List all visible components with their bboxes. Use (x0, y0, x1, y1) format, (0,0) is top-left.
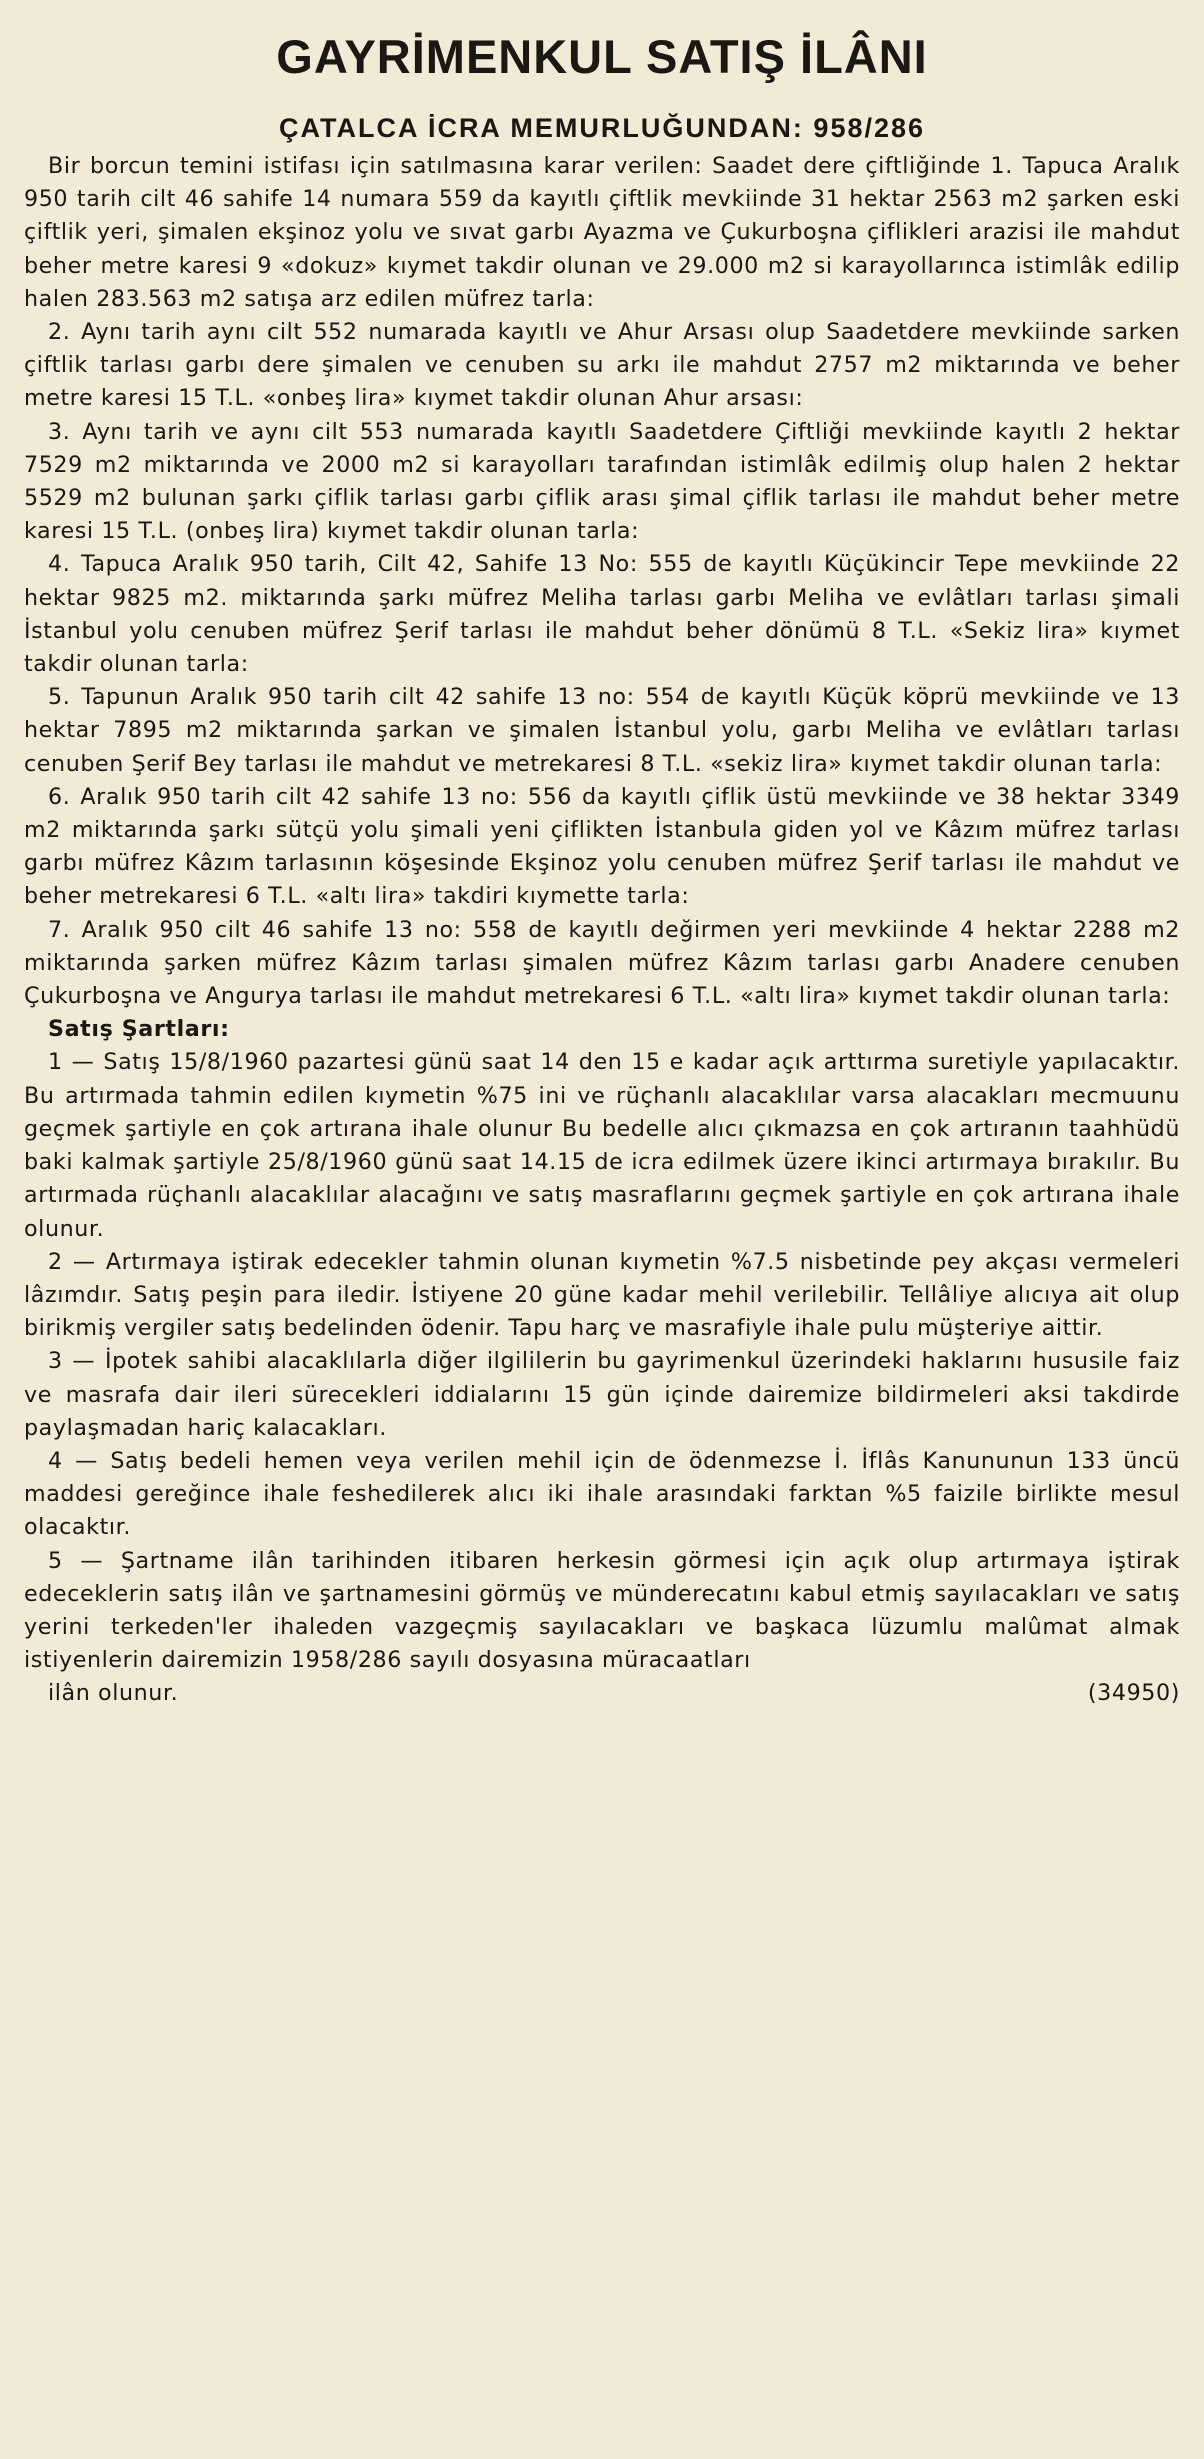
condition-item: 5 — Şartname ilân tarihinden itibaren herkesin görmesi için açık olup artırmaya iştirak edeceklerin satış ilân ve şartnamesini görmüş ve münderecatını kabul etmiş sayılacakları ve satış yerini terkeden'ler ihaleden vazgeçmiş sayılacakları ve başkaca lüzumlu malûmat almak istiyenlerin dairemizin 1958/286 sayılı dosyasına müracaatları (24, 1547, 1180, 1674)
office-name: ÇATALCA İCRA MEMURLUĞUNDAN: (278, 113, 804, 143)
conditions-heading: Satış Şartları: (48, 1016, 230, 1043)
property-item: 6. Aralık 950 tarih cilt 42 sahife 13 no: 556 da kayıtlı çiflik üstü mevkiinde ve 38 hektar 3349 m2 miktarında şarkı sütçü yolu şimali yeni çiflikten İstanbula giden yol ve Kâzım müfrez tarlası garbı müfrez Kâzım tarlasının köşesinde Ekşinoz yolu cenuben müfrez Şerif tarlası ile mahdut ve beher metrekaresi 6 T.L. «altı lira» takdiri kıymette tarla: (24, 783, 1180, 910)
property-item: 3. Aynı tarih ve aynı cilt 553 numarada kayıtlı Saadetdere Çiftliği mevkiinde kayıtlı 2 hektar 7529 m2 miktarında ve 2000 m2 si karayolları tarafından istimlâk edilmiş olup halen 2 hektar 5529 m2 bulunan şarkı çiflik tarlası garbı çiflik arası şimal çiflik tarlası ile mahdut beher metre karesi 15 T.L. (onbeş lira) kıymet takdir olunan tarla: (24, 418, 1180, 545)
property-item: 7. Aralık 950 cilt 46 sahife 13 no: 558 de kayıtlı değirmen yeri mevkiinde 4 hektar 2288 m2 miktarında şarken müfrez Kâzım tarlası şimalen müfrez Kâzım tarlası garbı Anadere cenuben Çukurboşna ve Angurya tarlası ile mahdut metrekaresi 6 T.L. «altı lira» kıymet takdir olunan tarla: (24, 916, 1180, 1010)
condition-item: 3 — İpotek sahibi alacaklılarla diğer ilgililerin bu gayrimenkul üzerindeki haklarını hususile faiz ve masrafa dair ileri sürecekleri iddialarını 15 gün içinde dairemize bildirmeleri aksi takdirde paylaşmadan hariç kalacakları. (24, 1348, 1180, 1441)
condition-item: 4 — Satış bedeli hemen veya verilen mehil için de ödenmezse İ. İflâs Kanununun 133 üncü maddesi gereğince ihale feshedilerek alıcı iki ihale arasındaki farktan %5 faizile birlikte mesul olacaktır. (24, 1447, 1180, 1541)
condition-item: 1 — Satış 15/8/1960 pazartesi günü saat 14 den 15 e kadar açık arttırma suretiyle yapılacaktır. Bu artırmada tahmin edilen kıymetin %75 ini ve rüçhanlı alacaklılar varsa alacakları mecmuunu geçmek şartiyle en çok artırana ihale olunur Bu bedelle alıcı çıkmazsa en çok artıranın taahhüdü baki kalmak şartiyle 25/8/1960 günü saat 14.15 de icra edilmek üzere ikinci artırmaya bırakılır. Bu artırmada rüçhanlı alacaklılar alacağını ve satış masraflarını geçmek şartiyle en çok artırana ihale olunur. (24, 1049, 1180, 1242)
intro-paragraph: Bir borcun temini istifası için satılmasına karar verilen: Saadet dere çiftliğinde 1. Tapuca Aralık 950 tarih cilt 46 sahife 14 numara 559 da kayıtlı çiftlik mevkiinde 31 hektar 2563 m2 şarken eski çiftlik yeri, şimalen ekşinoz yolu ve sıvat garbı Ayazma ve Çukurboşna çiflikleri arazisi ile mahdut beher metre karesi 9 «dokuz» kıymet takdir olunan ve 29.000 m2 si karayollarınca istimlâk edilip halen 283.563 m2 satışa arz edilen müfrez tarla: (24, 153, 1180, 312)
page-title: GAYRİMENKUL SATIŞ İLÂNI (276, 30, 928, 83)
file-number: 958/286 (813, 113, 926, 143)
property-item: 2. Aynı tarih aynı cilt 552 numarada kayıtlı ve Ahur Arsası olup Saadetdere mevkiinde sarken çiftlik tarlası garbı dere şimalen ve cenuben su arkı ile mahdut 2757 m2 miktarında ve beher metre karesi 15 T.L. «onbeş lira» kıymet takdir olunan Ahur arsası: (24, 319, 1180, 412)
closing-text: ilân olunur. (48, 1680, 179, 1707)
ad-reference: (34950) (1087, 1680, 1180, 1707)
closing-line (24, 1677, 1180, 1710)
property-item: 4. Tapuca Aralık 950 tarih, Cilt 42, Sahife 13 No: 555 de kayıtlı Küçükincir Tepe mevkiinde 22 hektar 9825 m2. miktarında şarkı müfrez Meliha tarlası garbı Meliha ve evlâtları tarlası şimali İstanbul yolu cenuben müfrez Şerif tarlası ile mahdut beher dönümü 8 T.L. «Sekiz lira» kıymet takdir olunan tarla: (24, 551, 1180, 678)
office-heading (24, 106, 1180, 150)
property-item: 5. Tapunun Aralık 950 tarih cilt 42 sahife 13 no: 554 de kayıtlı Küçük köprü mevkiinde ve 13 hektar 7895 m2 miktarında şarkan ve şimalen İstanbul yolu, garbı Meliha ve evlâtları tarlası cenuben Şerif Bey tarlası ile mahdut ve metrekaresi 8 T.L. «sekiz lira» kıymet takdir olunan tarla: (24, 684, 1180, 777)
condition-item: 2 — Artırmaya iştirak edecekler tahmin olunan kıymetin %7.5 nisbetinde pey akçası vermeleri lâzımdır. Satış peşin para iledir. İstiyene 20 güne kadar mehil verilebilir. Tellâliye alıcıya ait olup birikmiş vergiler satış bedelinden ödenir. Tapu harç ve masrafiyle ihale pulu müşteriye aittir. (24, 1248, 1180, 1342)
notice-body (24, 150, 1180, 1711)
